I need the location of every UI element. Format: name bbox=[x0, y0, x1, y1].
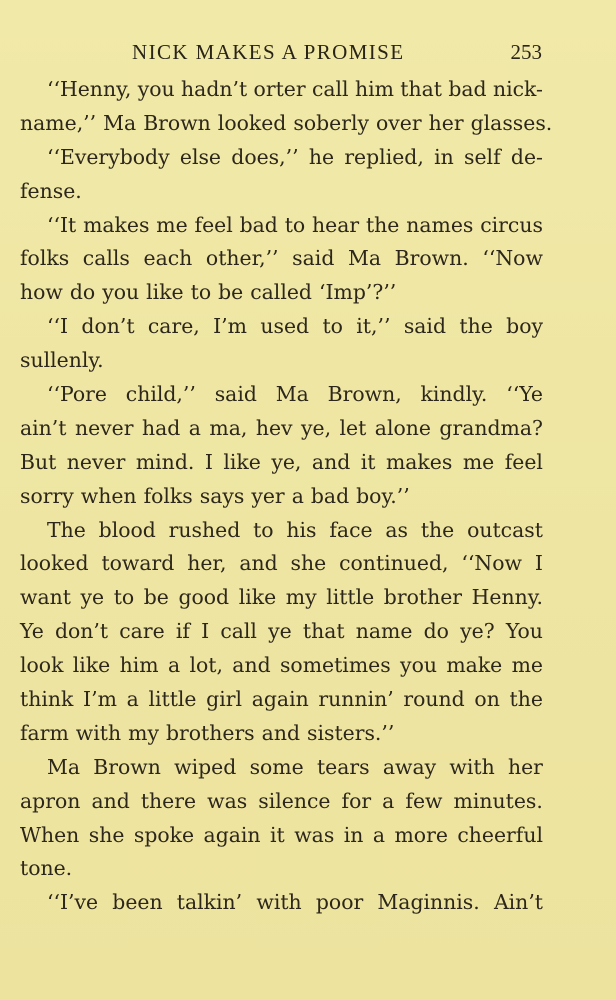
text-line: want ye to be good like my little brother Henny. bbox=[20, 585, 543, 610]
text-line: look like him a lot, and sometimes you make me bbox=[20, 653, 543, 678]
text-line: looked toward her, and she continued, ‘‘Now I bbox=[20, 551, 543, 576]
text-line: But never mind. I like ye, and it makes me feel bbox=[20, 449, 543, 474]
text-line: how do you like to be called ‘Imp’?’’ bbox=[20, 280, 397, 305]
text-line: When she spoke again it was in a more cheerful bbox=[20, 822, 543, 847]
text-line: ‘‘I don’t care, I’m used to it,’’ said the boy bbox=[47, 314, 543, 339]
page-number: 253 bbox=[510, 40, 542, 64]
text-line: sorry when folks says yer a bad boy.’’ bbox=[20, 483, 410, 508]
body-text bbox=[20, 73, 553, 923]
text-line: Ye don’t care if I call ye that name do ye? You bbox=[20, 619, 543, 644]
text-line: ‘‘Everybody else does,’’ he replied, in self de- bbox=[47, 144, 543, 169]
text-line: think I’m a little girl again runnin’ round on the bbox=[20, 687, 543, 712]
text-line: ain’t never had a ma, hev ye, let alone grandma? bbox=[20, 415, 543, 440]
text-line: ‘‘Henny, you hadn’t orter call him that bad nick- bbox=[47, 77, 543, 101]
text-line: ‘‘It makes me feel bad to hear the names circus bbox=[47, 212, 543, 237]
text-line: folks calls each other,’’ said Ma Brown. ‘‘Now bbox=[20, 246, 543, 271]
text-line: ‘‘I’ve been talkin’ with poor Maginnis. Ain’t bbox=[47, 890, 543, 915]
text-line: ‘‘Pore child,’’ said Ma Brown, kindly. ‘‘Ye bbox=[47, 382, 543, 407]
chapter-title: NICK MAKES A PROMISE bbox=[132, 40, 405, 64]
text-line: sullenly. bbox=[20, 348, 104, 373]
text-line: name,’’ Ma Brown looked soberly over her glasses. bbox=[20, 110, 553, 135]
text-line: apron and there was silence for a few minutes. bbox=[20, 788, 543, 813]
text-line: Ma Brown wiped some tears away with her bbox=[47, 754, 543, 779]
text-line: fense. bbox=[20, 178, 82, 203]
text-line: farm with my brothers and sisters.’’ bbox=[20, 720, 395, 745]
text-line: tone. bbox=[20, 856, 73, 881]
running-head bbox=[0, 38, 616, 66]
text-line: The blood rushed to his face as the outcast bbox=[47, 517, 543, 542]
